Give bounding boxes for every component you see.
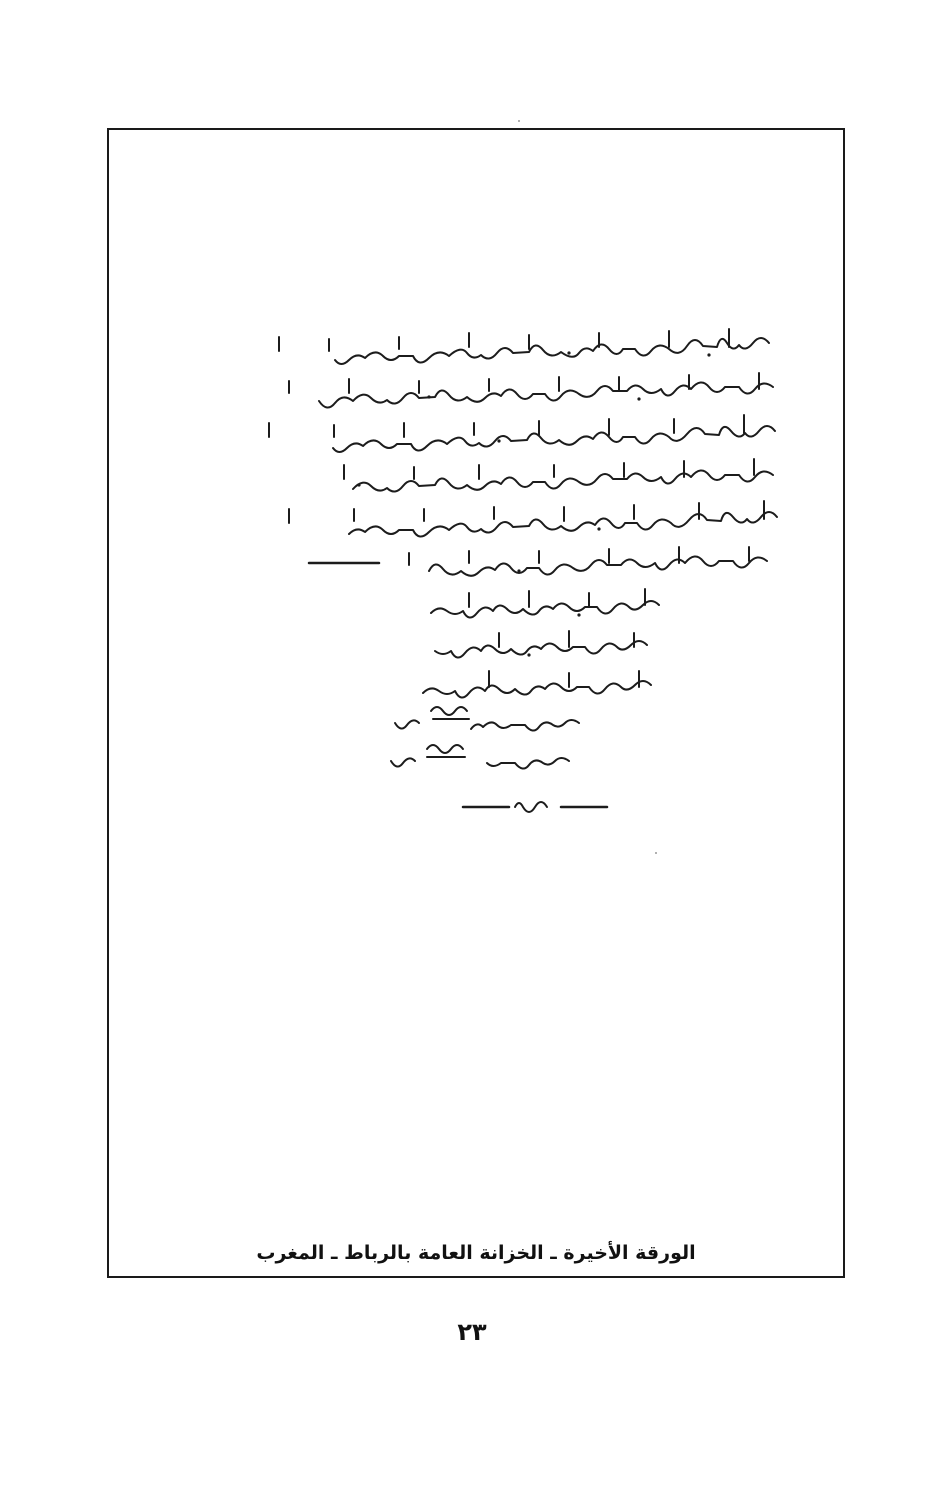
page-caption: الورقة الأخيرة ـ الخزانة العامة بالرباط ـ المغرب	[256, 1242, 696, 1264]
page-number: ٢٣	[457, 1318, 487, 1346]
manuscript-handwriting-image	[169, 315, 789, 845]
scan-speck	[518, 120, 520, 122]
handwritten-manuscript	[169, 315, 789, 845]
page-frame	[107, 128, 845, 1278]
